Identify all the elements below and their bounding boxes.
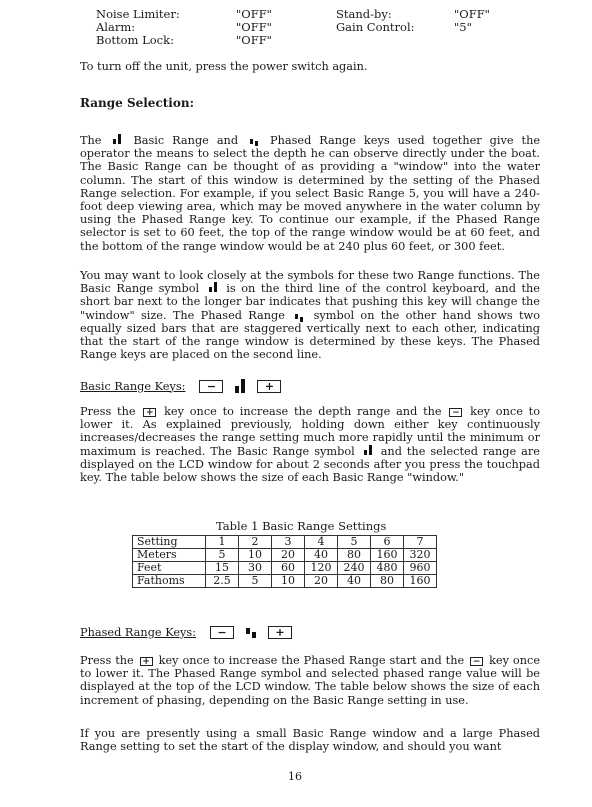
text-run: Press the — [80, 405, 136, 418]
phased-range-minus-key[interactable]: − — [210, 626, 234, 639]
table-cell: 80 — [338, 549, 371, 562]
closing-paragraph: If you are presently using a small Basic Range window and a large Phased Range setting to set the start of the display window, and should you want — [80, 727, 540, 754]
table-row — [133, 549, 437, 562]
table-cell: 80 — [371, 575, 404, 588]
table-cell: 5 — [338, 536, 371, 549]
range-intro-paragraph — [80, 134, 540, 253]
text-run: The — [80, 134, 102, 147]
table-cell: 320 — [404, 549, 437, 562]
page-number: 16 — [288, 770, 302, 783]
text-run: key once to increase the depth range and the — [164, 405, 442, 418]
text-run: You may want to look closely at the symbols for these two Range functions. The Basic Range symbol — [80, 269, 540, 296]
table-cell: 4 — [305, 536, 338, 549]
phased-range-symbol-icon — [295, 314, 303, 322]
table-cell: 240 — [338, 562, 371, 575]
text-run: key once to lower it. The Phased Range symbol and selected phased range value will be displayed at the top of the LCD window. The table below shows the size of each increment of phasing, depending on the Basic Range setting in use. — [80, 654, 541, 707]
table-cell: 7 — [404, 536, 437, 549]
table-cell: 120 — [305, 562, 338, 575]
phased-range-symbol-icon — [246, 628, 256, 638]
status-label: Bottom Lock: — [96, 33, 174, 47]
phased-range-keys-row — [80, 626, 300, 639]
table-cell: 960 — [404, 562, 437, 575]
row-header: Setting — [133, 536, 206, 549]
status-label: Noise Limiter: — [96, 7, 180, 21]
text-run: Basic Range and — [133, 134, 239, 147]
table-cell: 160 — [404, 575, 437, 588]
basic-range-settings-table — [132, 535, 437, 588]
basic-range-plus-key[interactable]: + — [257, 380, 281, 393]
table-cell: 5 — [206, 549, 239, 562]
status-label: Gain Control: — [336, 20, 415, 34]
text-run: key once to increase the Phased Range start and the — [158, 654, 465, 667]
table-row — [133, 562, 437, 575]
basic-range-symbol-icon — [209, 282, 217, 292]
minus-key-icon: − — [470, 657, 483, 666]
minus-key-icon: − — [449, 408, 462, 417]
basic-range-symbol-icon — [364, 445, 372, 455]
table-cell: 15 — [206, 562, 239, 575]
phased-range-symbol-icon — [250, 139, 258, 146]
status-value: "OFF" — [236, 7, 272, 21]
text-run: key once to lower it. As explained previously, holding down either key continuously increases/decreases the range setting much more rapidly until the minimum or maximum is reached. The Basic Range symbol — [80, 405, 540, 458]
status-value: "OFF" — [236, 20, 272, 34]
phased-keys-paragraph — [80, 654, 540, 707]
row-header: Feet — [133, 562, 206, 575]
text-run: and the selected range are displayed on the LCD window for about 2 seconds after you press the touchpad key. The table below shows the size of each Basic Range "window." — [80, 444, 540, 485]
basic-keys-paragraph — [80, 405, 540, 484]
table-cell: 40 — [305, 549, 338, 562]
basic-range-symbol-icon — [113, 134, 121, 144]
basic-range-keys-row — [80, 379, 289, 393]
status-label: Stand-by: — [336, 7, 392, 21]
table-cell: 160 — [371, 549, 404, 562]
status-value: "OFF" — [454, 7, 490, 21]
status-label: Alarm: — [96, 20, 136, 34]
basic-range-symbol-icon — [235, 379, 245, 393]
status-row — [96, 34, 536, 47]
table-cell: 1 — [206, 536, 239, 549]
table-cell: 3 — [272, 536, 305, 549]
phased-range-keys-label: Phased Range Keys: — [80, 626, 197, 639]
symbols-paragraph — [80, 269, 540, 361]
table-cell: 10 — [272, 575, 305, 588]
row-header: Meters — [133, 549, 206, 562]
status-label — [336, 34, 454, 47]
plus-key-icon: + — [140, 657, 153, 666]
table-cell: 20 — [305, 575, 338, 588]
table-cell: 2 — [239, 536, 272, 549]
status-value: "OFF" — [236, 33, 272, 47]
basic-range-keys-label: Basic Range Keys: — [80, 379, 186, 393]
status-settings-list — [96, 8, 536, 47]
text-run: symbol on the other hand shows two equally sized bars that are staggered vertically next to each other, indicating that the start of the range window is determined by these keys. The Phased Range keys are placed on the second line. — [80, 308, 541, 362]
table-cell: 60 — [272, 562, 305, 575]
range-selection-heading: Range Selection: — [80, 96, 195, 110]
table-cell: 40 — [338, 575, 371, 588]
text-run: Press the — [80, 654, 134, 667]
basic-range-minus-key[interactable]: − — [199, 380, 223, 393]
table-row — [133, 575, 437, 588]
turn-off-text: To turn off the unit, press the power switch again. — [80, 60, 368, 73]
plus-key-icon: + — [143, 408, 156, 417]
table-cell: 2.5 — [206, 575, 239, 588]
row-header: Fathoms — [133, 575, 206, 588]
table-cell: 10 — [239, 549, 272, 562]
table-cell: 480 — [371, 562, 404, 575]
table-caption: Table 1 Basic Range Settings — [216, 519, 387, 533]
table-cell: 6 — [371, 536, 404, 549]
phased-range-plus-key[interactable]: + — [268, 626, 292, 639]
table-cell: 5 — [239, 575, 272, 588]
text-run: is on the third line of the control keyboard, and the short bar next to the longer bar indicates that pushing this key will change the "window" size. The Phased Range — [80, 282, 540, 322]
status-value: "5" — [454, 20, 472, 34]
text-run: Phased Range keys used together give the operator the means to select the depth he can observe directly under the boat. The Basic Range can be thought of as providing a "window" into the water column. The start of this window is determined by the setting of the Phased Range selection. For example, if you select Basic Range 5, you will have a 240-foot deep viewing area, which may be moved anywhere in the water column by using the Phased Range key. To continue our example, if the Phased Range selector is set to 60 feet, the top of the range window would be at 60 feet, and the bottom of the range window would be at 240 plus 60 feet, or 300 feet. — [80, 134, 541, 253]
table-row — [133, 536, 437, 549]
table-cell: 30 — [239, 562, 272, 575]
table-cell: 20 — [272, 549, 305, 562]
status-value — [454, 34, 514, 47]
